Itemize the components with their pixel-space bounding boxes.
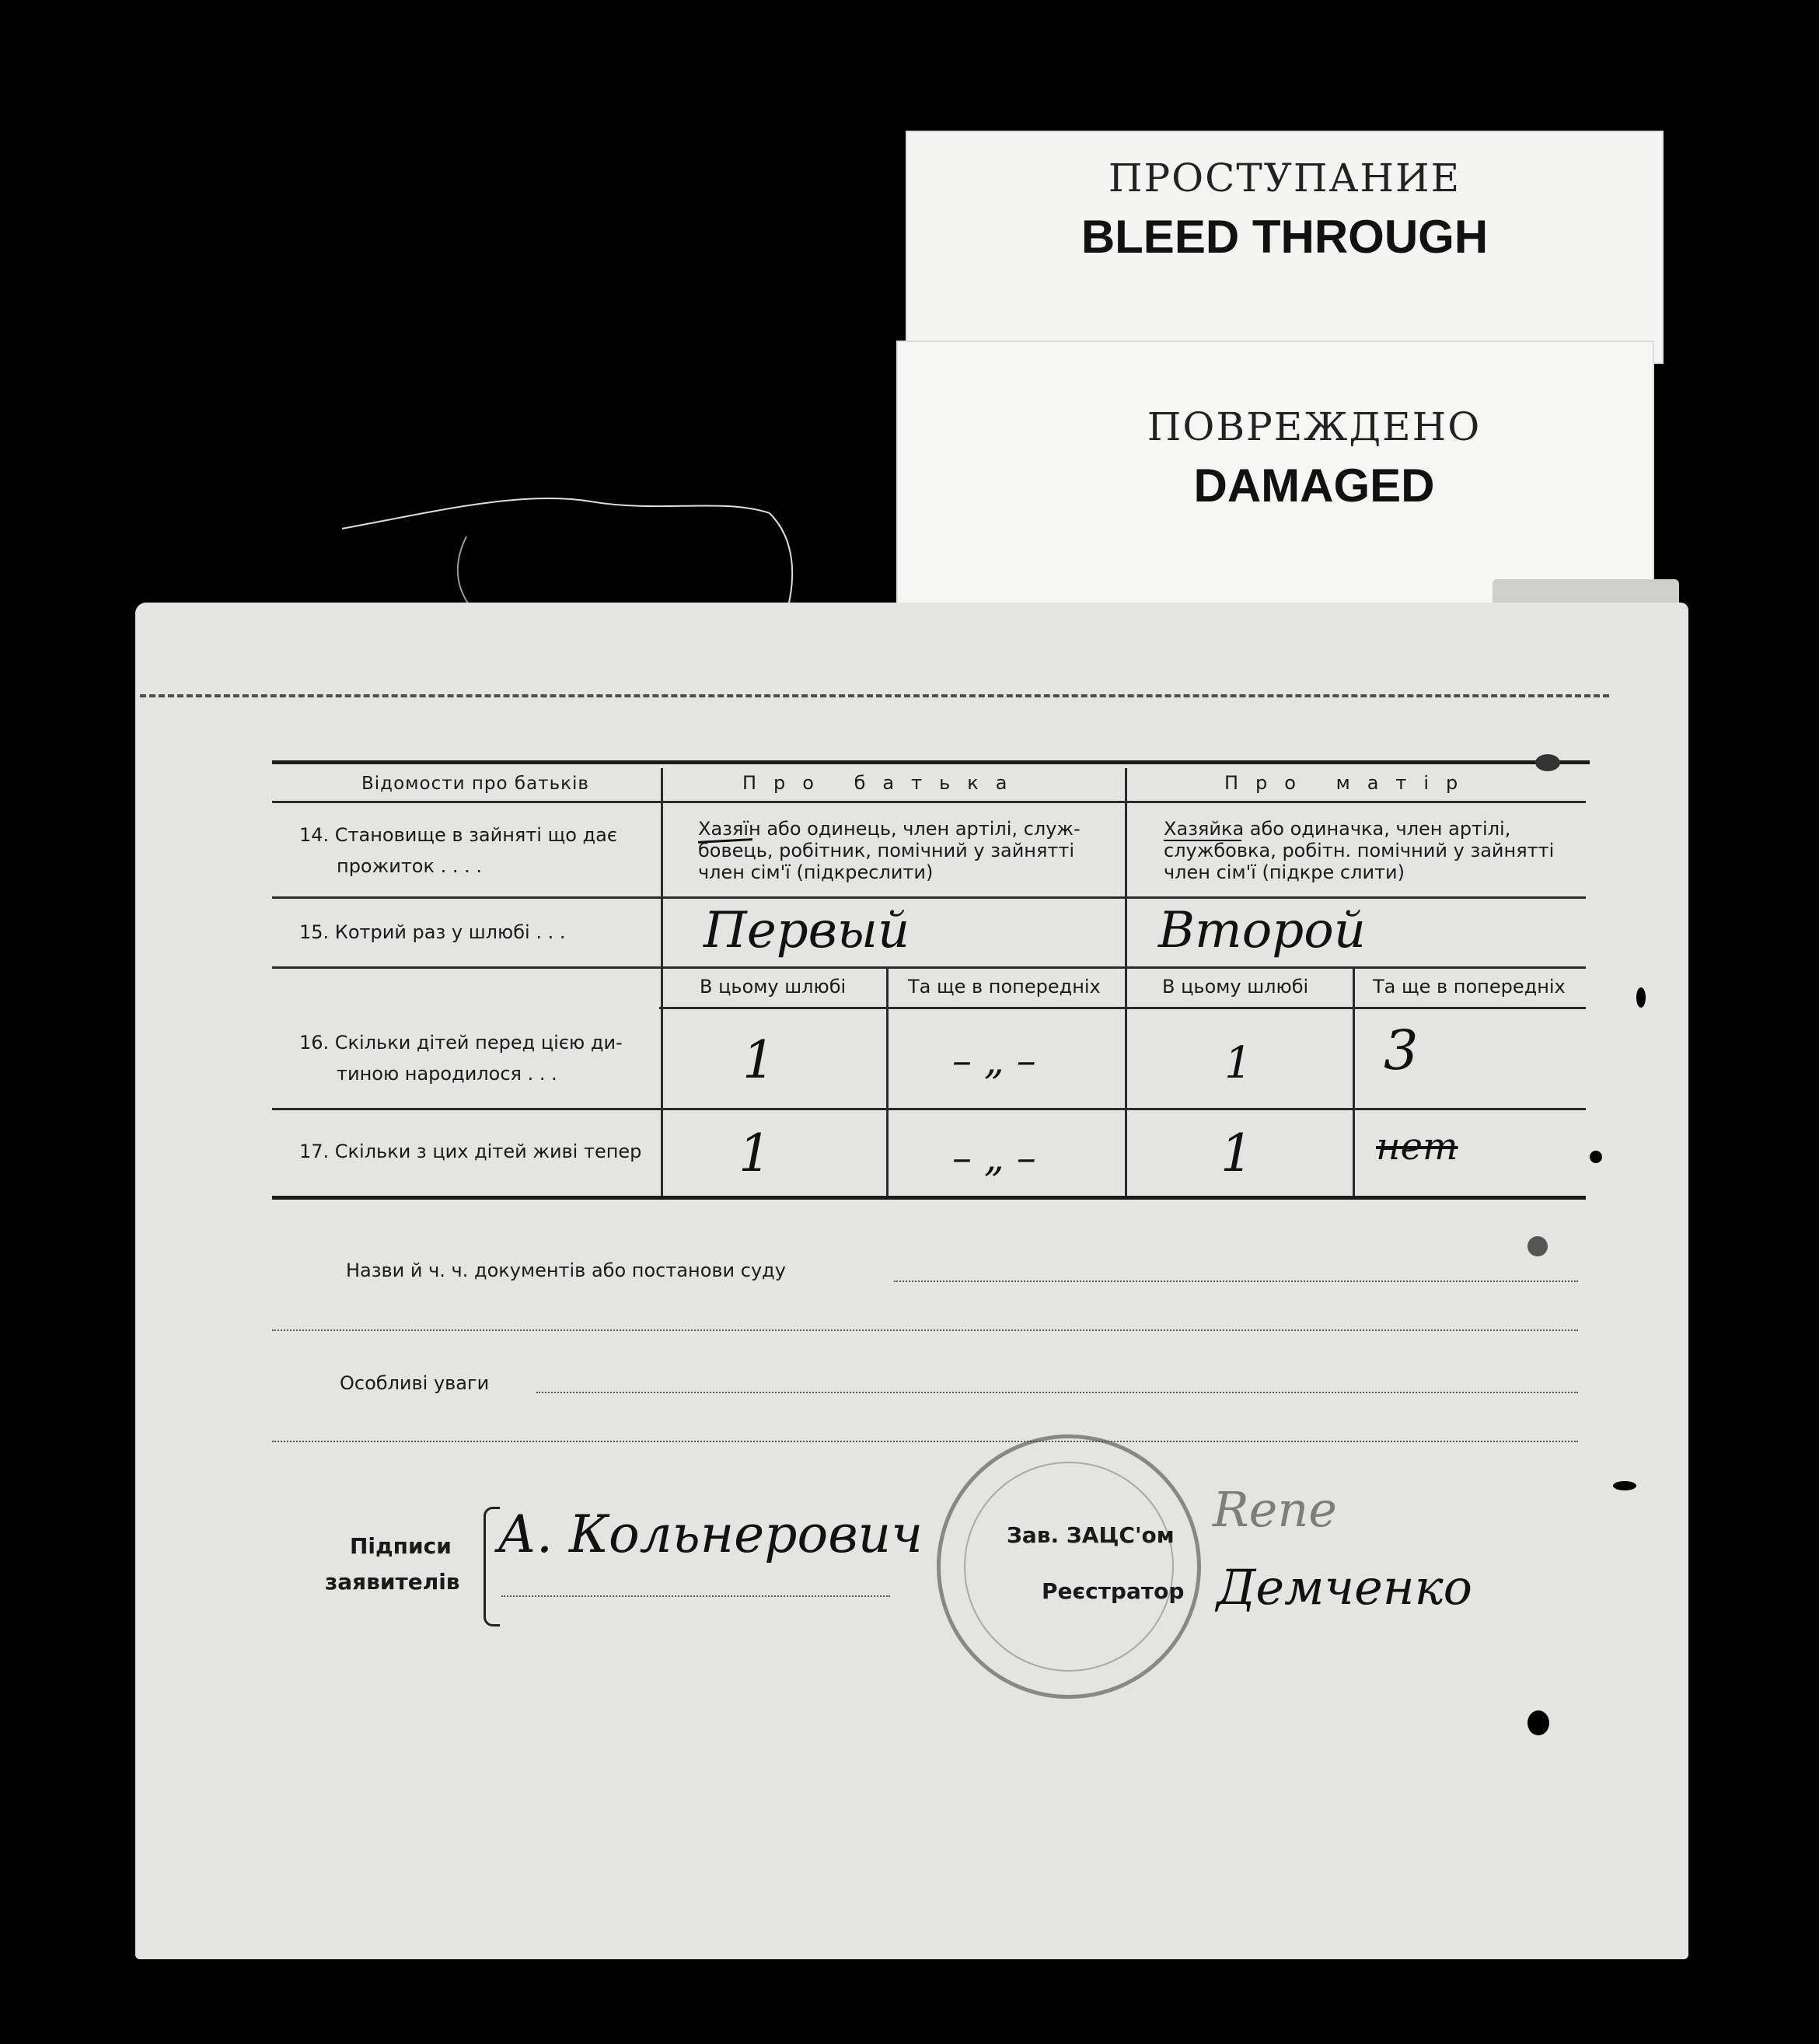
table-header-rule [272, 801, 1586, 803]
table-bottom-rule [272, 1196, 1586, 1200]
table-row16-rule [272, 1108, 1586, 1110]
documents-field-line [272, 1329, 1578, 1331]
table-row15-rule [272, 966, 1586, 969]
header-parents-info: Відомости про батьків [361, 774, 589, 794]
subheader-father-current: В цьому шлюбі [700, 976, 847, 998]
row16-father-previous: – „ – [952, 1038, 1036, 1083]
notes-field-line [272, 1441, 1578, 1442]
table-row14-rule [272, 896, 1586, 899]
perforation-line [140, 694, 1609, 697]
punch-hole [1527, 1236, 1548, 1256]
applicant-signature: А. Кольнерович [498, 1504, 923, 1564]
row17-mother-current: 1 [1220, 1123, 1253, 1183]
underline-mark [1164, 840, 1241, 841]
row14-mother-options: Хазяйка або одиначка, член артілі, [1164, 818, 1511, 840]
row15-father-value: Первый [704, 902, 910, 959]
registrar-label: Реєстратор [1042, 1578, 1185, 1604]
damaged-en-label: DAMAGED [1193, 459, 1435, 512]
row17-mother-previous: нет [1376, 1125, 1458, 1169]
punch-hole [1636, 987, 1646, 1008]
row17-label: 17. Скільки з цих дітей живі тепер [299, 1141, 642, 1162]
punch-hole [1590, 1151, 1602, 1163]
row16-mother-current: 1 [1224, 1038, 1252, 1088]
damaged-ru-label: ПОВРЕЖДЕНО [1147, 404, 1482, 449]
row16-mother-previous: 3 [1384, 1019, 1419, 1082]
table-col-divider [1353, 968, 1355, 1196]
bleed-through-card [906, 131, 1664, 364]
documents-label: Назви й ч. ч. документів або постанови суду [346, 1260, 786, 1281]
row14-father-options: член сім'ї (підкреслити) [698, 861, 934, 883]
subheader-father-previous: Та ще в попередніх [908, 976, 1101, 998]
table-col-divider [886, 968, 889, 1196]
applicant-signature-line [501, 1595, 890, 1597]
row15-label: 15. Котрий раз у шлюбі . . . [299, 921, 566, 943]
row14-label-cont: прожиток . . . . [337, 855, 483, 877]
row16-label-cont: тиною народилося . . . [337, 1063, 557, 1085]
notes-field-line [536, 1392, 1578, 1393]
subheader-mother-previous: Та ще в попередніх [1373, 976, 1566, 998]
head-label: Зав. ЗАЦС'ом [1007, 1522, 1175, 1548]
row14-mother-options: член сім'ї (підкре слити) [1164, 861, 1405, 883]
row15-mother-value: Второй [1158, 902, 1366, 959]
signatures-label: Підписи [350, 1533, 452, 1559]
punch-hole [1527, 1710, 1549, 1735]
row16-label: 16. Скільки дітей перед цією ди- [299, 1032, 623, 1053]
row17-father-current: 1 [738, 1123, 771, 1183]
signatures-label-cont: заявителів [325, 1569, 460, 1595]
header-about-father: Про батька [742, 772, 1025, 794]
table-subheader-rule [659, 1007, 1586, 1009]
punch-hole [1535, 754, 1560, 771]
head-signature: Rene [1213, 1481, 1337, 1538]
table-col-divider [661, 768, 663, 1196]
header-about-mother: Про матір [1224, 772, 1475, 794]
row16-father-current: 1 [742, 1030, 775, 1090]
official-stamp [937, 1434, 1201, 1699]
registrar-signature: Демченко [1217, 1559, 1472, 1616]
row14-father-options: Хазяїн або одинець, член артілі, служ- [698, 818, 1081, 840]
punch-hole [1613, 1481, 1636, 1490]
table-top-rule [272, 760, 1590, 764]
notes-label: Особливі уваги [340, 1372, 490, 1394]
row14-label: 14. Становище в зайняті що дає [299, 824, 617, 846]
subheader-mother-current: В цьому шлюбі [1162, 976, 1309, 998]
row14-mother-options: службовка, робітн. помічний у зайнятті [1164, 840, 1555, 861]
documents-field-line [894, 1281, 1578, 1282]
damaged-card [896, 341, 1654, 605]
bleed-through-en-label: BLEED THROUGH [1081, 211, 1489, 263]
row14-father-options: бовець, робітник, помічний у зайнятті [698, 840, 1075, 861]
bleed-through-ru-label: ПРОСТУПАНИЕ [1108, 155, 1461, 201]
row17-father-previous: – „ – [952, 1135, 1036, 1180]
table-col-divider [1125, 768, 1127, 1196]
